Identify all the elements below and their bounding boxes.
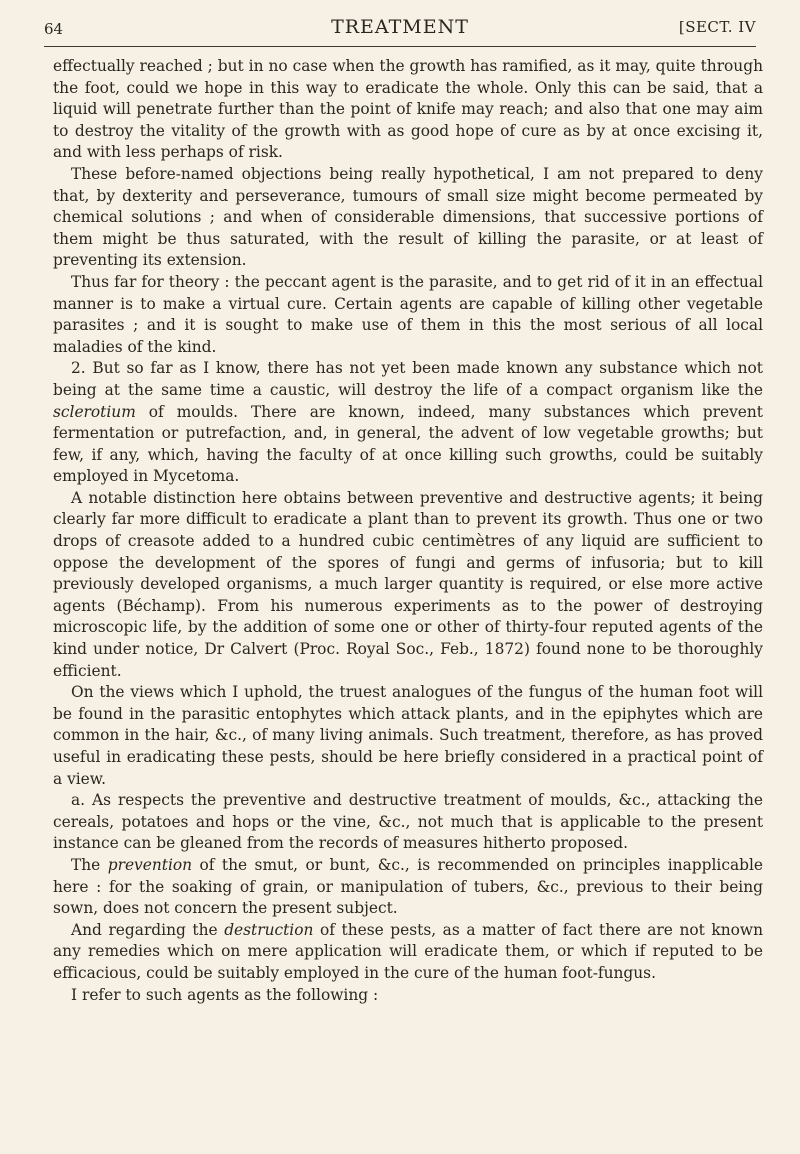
paragraph-8-pre: The [71, 855, 108, 874]
paragraph-6: On the views which I uphold, the truest analogues of the fungus of the human foot will be found in the parasitic entophytes which attack plants, and in the epiphytes which are common in the hair, &c., of many living animals. Such treatment, therefore, as has proved useful in eradicating these pests, should be here briefly considered in a practical point of a view. [53, 683, 763, 788]
term-sclerotium: sclerotium [53, 402, 136, 421]
paragraph-9-post: of these pests, as a matter of fact there are not known any remedies which on mere application will eradicate them, or which if reputed to be efficacious, could be suitably employed in the cure of the human foot-fungus. [53, 920, 763, 982]
paragraph-9-pre: And regarding the [71, 920, 225, 939]
section-label: [SECT. IV [678, 18, 756, 36]
paragraph-3: Thus far for theory : the peccant agent is the parasite, and to get rid of it in an effectual manner is to make a virtual cure. Certain agents are capable of killing other vegetable parasites ; and it is sought to make use of them in this the most serious of all local maladies of the kind. [53, 272, 763, 356]
paragraph-10: I refer to such agents as the following : [71, 985, 379, 1004]
paragraph-9 [53, 920, 763, 985]
term-prevention: prevention [107, 855, 193, 874]
running-title: TREATMENT [331, 16, 469, 38]
page-number: 64 [44, 20, 64, 38]
paragraph-4-pre: 2. But so far as I know, there has not yet been made known any substance which not being at the same time a caustic, will destroy the life of a compact organism like the [53, 359, 763, 399]
paragraph-4-post: of moulds. There are known, indeed, many substances which prevent fermentation or putrefaction, and, in general, the advent of low vegetable growths; but few, if any, which, having the faculty of at once killing such growths, could be suitably employed in Mycetoma. [53, 402, 763, 486]
paragraph-2: These before-named objections being really hypothetical, I am not prepared to deny that, by dexterity and perseverance, tumours of small size might become permeated by chemical solutions ; and when of considerable dimensions, that successive portions of them might be thus saturated, with the result of killing the parasite, or at least of preventing its extension. [53, 164, 763, 270]
paragraph-8-post: of the smut, or bunt, &c., is recommended on principles inapplicable here : for the soaking of grain, or manipulation of tubers, &c., previous to their being sown, does not concern the present subject. [53, 855, 763, 918]
body-text [53, 56, 763, 1006]
paragraph-5: A notable distinction here obtains between preventive and destructive agents; it being clearly far more difficult to eradicate a plant than to prevent its growth. Thus one or two drops of creasote added to a hundred cubic centimètres of any liquid are sufficient to oppose the development of the spores of fungi and germs of infusoria; but to kill previously developed organisms, a much larger quantity is required, or else more active agents (Béchamp). From his numerous experiments as to the power of destroying microscopic life, by the addition of some one or other of thirty-four reputed agents of the kind under notice, Dr Calvert (Proc. Royal Soc., Feb., 1872) found none to be thoroughly efficient. [53, 488, 763, 680]
paragraph-1: effectually reached ; but in no case when the growth has ramified, as it may, quite through the foot, could we hope in this way to eradicate the whole. Only this can be said, that a liquid will penetrate further than the point of knife may reach; and also that one may aim to destroy the vitality of the growth with as good hope of cure as by at once excising it, and with less perhaps of risk. [53, 57, 763, 162]
paragraph-4 [53, 358, 763, 488]
page-header [44, 14, 756, 44]
header-rule [44, 46, 756, 47]
term-destruction: destruction [224, 920, 314, 939]
paragraph-8 [53, 855, 763, 920]
paragraph-7: a. As respects the preventive and destructive treatment of moulds, &c., attacking the cereals, potatoes and hops or the vine, &c., not much that is applicable to the present instance can be gleaned from the records of measures hitherto proposed. [53, 791, 763, 853]
